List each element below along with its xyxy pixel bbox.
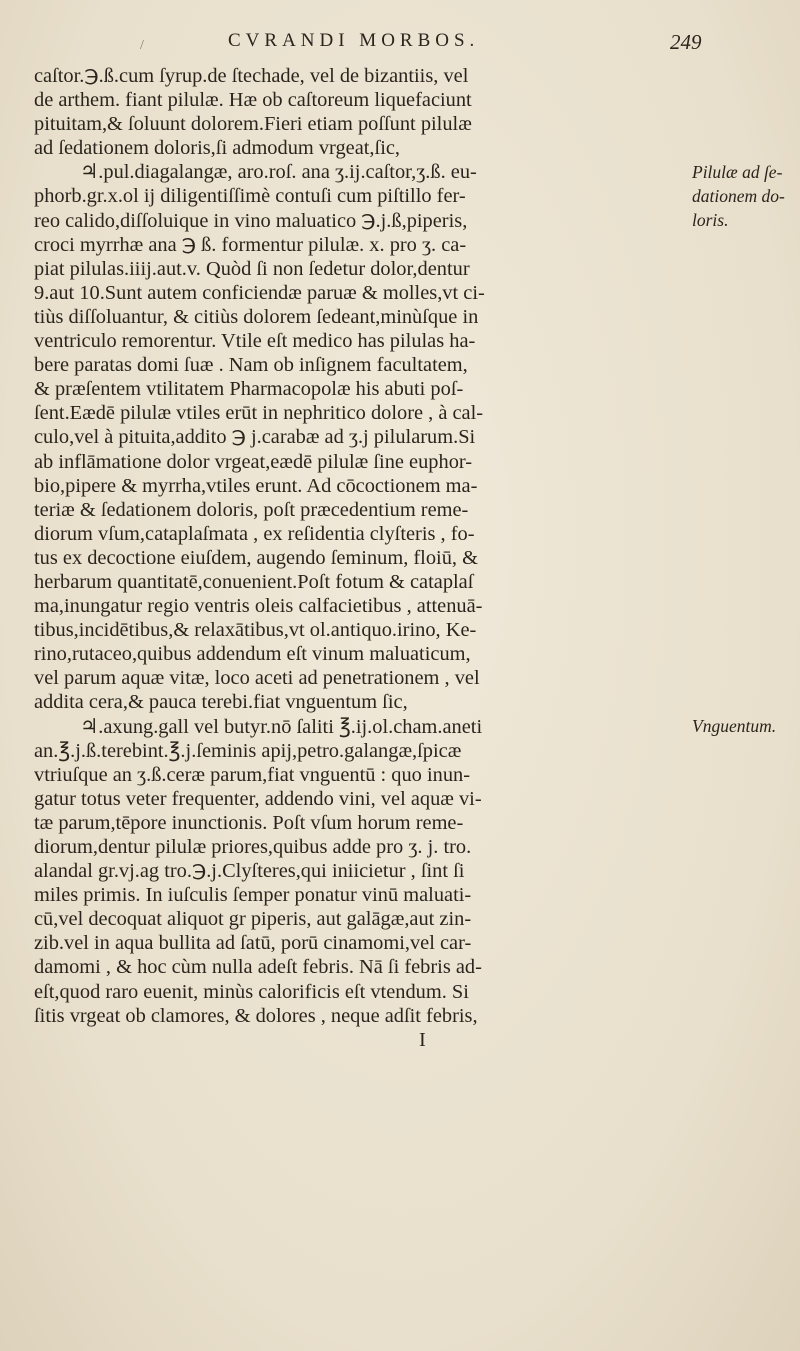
text-line: addita cera,& pauca terebi.fiat vnguentum ſic, (34, 691, 408, 714)
text-line: ſitis vrgeat ob clamores, & dolores , neque adſit febris, (34, 1004, 478, 1027)
text-line: eſt,quod raro euenit, minùs calorificis eſt vtendum. Si (34, 980, 469, 1003)
text-line: pituitam,& ſoluunt dolorem.Fieri etiam poſſunt pilulæ (34, 113, 472, 136)
text-line: ventriculo remorentur. Vtile eſt medico has pilulas ha- (34, 330, 476, 353)
text-line: herbarum quantitatē,conuenient.Poſt fotum & cataplaſ (34, 570, 474, 593)
page-number: 249 (670, 30, 702, 54)
text-line: vtriuſque an ʒ.ß.ceræ parum,fiat vnguentū : quo inun- (34, 763, 471, 786)
text-line: piat pilulas.iiij.aut.v. Quòd ſi non ſedetur dolor,dentur (34, 257, 470, 280)
text-line: ad ſedationem doloris,ſi admodum vrgeat,ſic, (34, 137, 401, 160)
text-line: diorum vſum,cataplaſmata , ex reſidentia clyſteris , fo- (34, 522, 475, 545)
text-line: culo,vel à pituita,addito ℈ j.carabæ ad ʒ.j pilularum.Si (34, 426, 476, 449)
text-line: ſent.Eædē pilulæ vtiles erūt in nephritico dolore , à cal- (34, 402, 484, 425)
text-line: miles primis. In iuſculis ſemper ponatur vinū maluati- (34, 884, 472, 907)
text-line: croci myrrhæ ana ℈ ß. formentur pilulæ. x. pro ʒ. ca- (34, 233, 467, 256)
text-line: an.℥.j.ß.terebint.℥.j.ſeminis apij,petro.galangæ,ſpicæ (34, 739, 462, 762)
margin-note-pilulae: Pilulæ ad ſe- (692, 162, 783, 182)
text-line: reo calido,diſſoluique in vino maluatico ℈.j.ß,piperis, (34, 209, 468, 232)
margin-mark: / (140, 38, 144, 53)
text-line: de arthem. fiant pilulæ. Hæ ob caſtoreum liquefaciunt (34, 89, 472, 112)
running-head: CVRANDI MORBOS. (228, 30, 480, 51)
text-line: diorum,dentur pilulæ priores,quibus adde pro ʒ. j. tro. (34, 836, 472, 858)
text-line: vel parum aquæ vitæ, loco aceti ad penetrationem , vel (34, 667, 480, 690)
margin-note-vnguentum: Vnguentum. (692, 716, 777, 736)
text-line: caſtor.℈.ß.cum ſyrup.de ſtechade, vel de bizantiis, vel (34, 65, 469, 87)
text-line: ab inflāmatione dolor vrgeat,eædē pilulæ ſine euphor- (34, 450, 473, 473)
signature-mark: I (419, 1028, 426, 1051)
text-line: damomi , & hoc cùm nulla adeſt febris. Nā ſi febris ad- (34, 956, 482, 979)
text-line: ma,inungatur regio ventris oleis calfacietibus , attenuā- (34, 595, 483, 618)
text-line: tus ex decoctione eiuſdem, augendo ſeminum, floiū, & (34, 546, 478, 569)
text-line: ♃.axung.gall vel butyr.nō ſaliti ℥.ij.ol.cham.aneti (80, 715, 483, 738)
text-line: bere paratas domi ſuæ . Nam ob inſignem facultatem, (34, 354, 468, 377)
text-line: 9.aut 10.Sunt autem conficiendæ paruæ & molles,vt ci- (34, 281, 485, 304)
text-line: alandal gr.vj.ag tro.℈.j.Clyſteres,qui iniicietur , ſint ſi (34, 860, 465, 883)
margin-note-loris: loris. (692, 210, 729, 230)
page-header (0, 30, 800, 60)
text-line: bio,pipere & myrrha,vtiles erunt. Ad cōcoctionem ma- (34, 474, 478, 497)
text-line: rino,rutaceo,quibus addendum eſt vinum maluaticum, (34, 643, 471, 666)
body-text (34, 64, 684, 1052)
text-line: tæ parum,tēpore inunctionis. Poſt vſum horum reme- (34, 811, 464, 834)
text-line: tibus,incidētibus,& relaxātibus,vt ol.antiquo.irino, Ke- (34, 619, 477, 642)
text-line: cū,vel decoquat aliquot gr piperis, aut galāgæ,aut zin- (34, 908, 472, 931)
text-line: zib.vel in aqua bullita ad ſatū, porū cinamomi,vel car- (34, 932, 472, 955)
text-line: ♃.pul.diagalangæ, aro.roſ. ana ʒ.ij.caſtor,ʒ.ß. eu- (80, 161, 477, 184)
text-line: & præſentem vtilitatem Pharmacopolæ his abuti poſ- (34, 378, 464, 401)
text-line: gatur totus veter frequenter, addendo vini, vel aquæ vi- (34, 787, 482, 810)
text-line: teriæ & ſedationem doloris, poſt præcedentium reme- (34, 498, 469, 521)
text-line: phorb.gr.x.ol ij diligentiſſimè contuſi cum piſtillo fer- (34, 185, 466, 208)
text-line: tiùs diſſoluantur, & citiùs dolorem ſedeant,minùſque in (34, 305, 479, 328)
margin-note-dationem: dationem do- (692, 186, 785, 206)
